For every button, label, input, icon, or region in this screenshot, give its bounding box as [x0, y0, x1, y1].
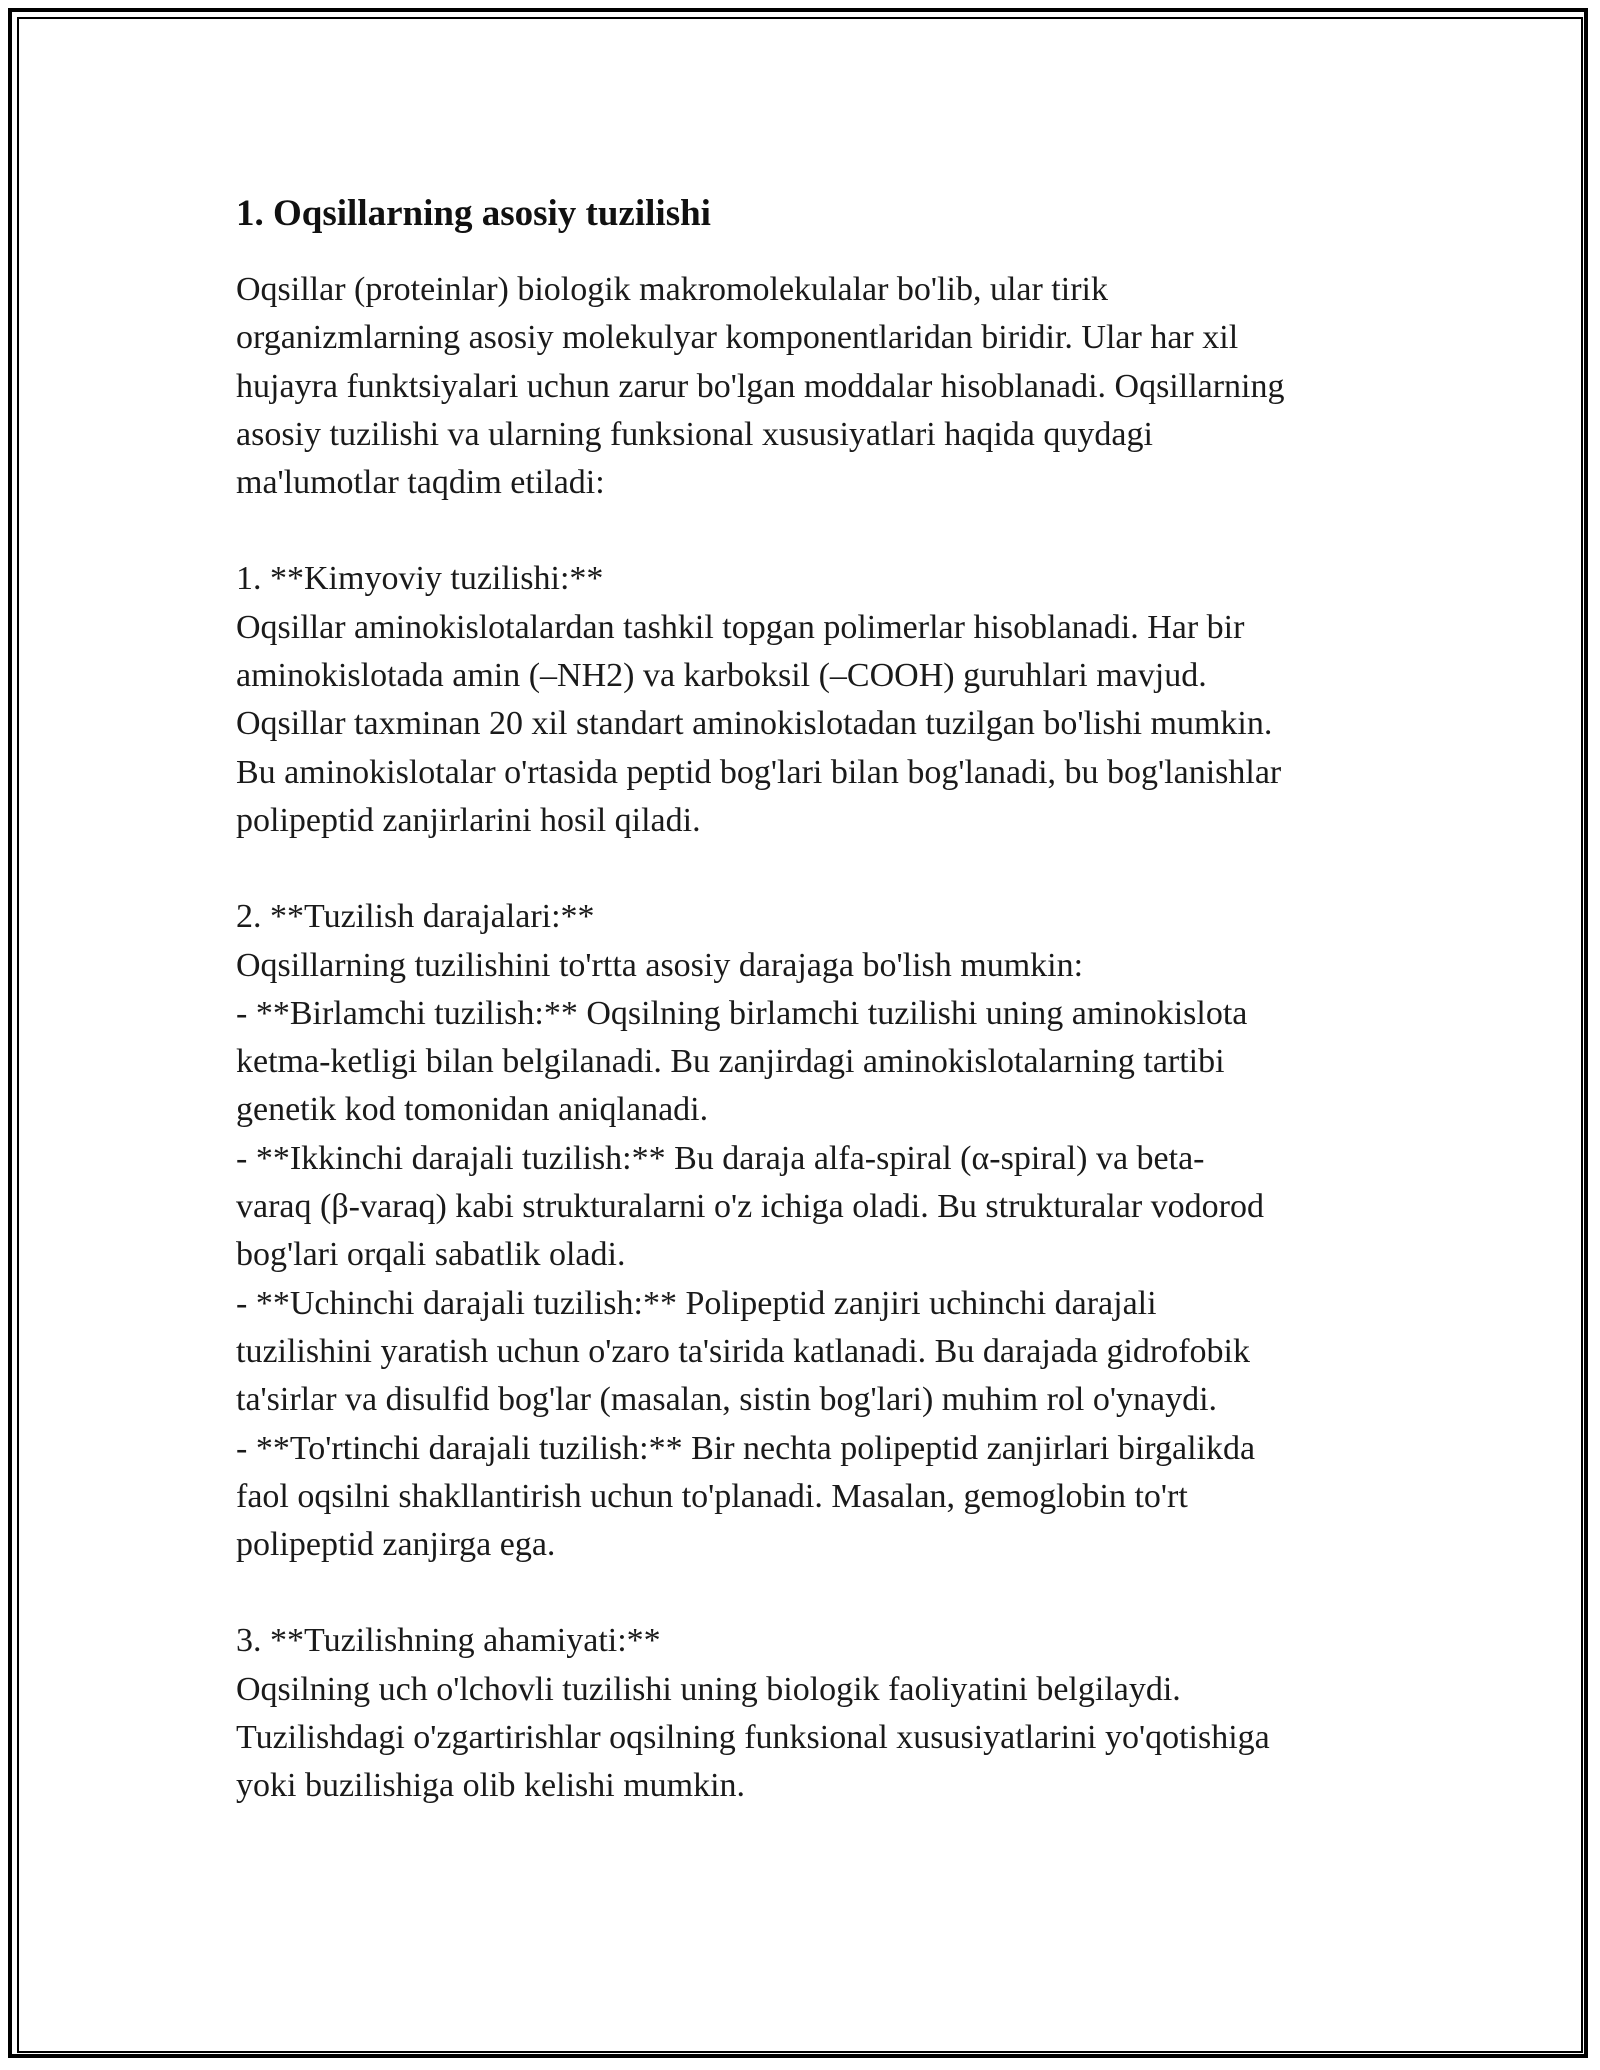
- structure-importance-section: 3. **Tuzilishning ahamiyati:** Oqsilning uch o'lchovli tuzilishi uning biologik faoliyatini belgilaydi. Tuzilishdagi o'zgartirishlar oqsilning funksional xususiyatlarini yo'qotishiga yoki buzilishiga olib kelishi mumkin.: [236, 1622, 1270, 1805]
- document-body: [236, 190, 1396, 1811]
- paragraph-gap: [236, 1569, 1396, 1617]
- paragraph-gap: [236, 845, 1396, 893]
- chemical-structure-section: 1. **Kimyoviy tuzilishi:** Oqsillar aminokislotalardan tashkil topgan polimerlar hisoblanadi. Har bir aminokislotada amin (–NH2) va karboksil (–COOH) guruhlari mavjud. Oqsillar taxminan 20 xil standart aminokislotadan tuzilgan bo'lishi mumkin. Bu aminokislotalar o'rtasida peptid bog'lari bilan bog'lanadi, bu bog'lanishlar polipeptid zanjirlarini hosil qiladi.: [236, 560, 1282, 839]
- structure-levels-section: 2. **Tuzilish darajalari:** Oqsillarning tuzilishini to'rtta asosiy darajaga bo'lish mumkin: - **Birlamchi tuzilish:** Oqsilning birlamchi tuzilishi uning aminokislota ketma-ketligi bilan belgilanadi. Bu zanjirdagi aminokislotalarning tartibi genetik kod tomonidan aniqlanadi. - **Ikkinchi darajali tuzilish:** Bu daraja alfa-spiral (α-spiral) va beta- varaq (β-varaq) kabi strukturalarni o'z ichiga oladi. Bu strukturalar vodorod bog'lari orqali sabatlik oladi. - **Uchinchi darajali tuzilish:** Polipeptid zanjiri uchinchi darajali tuzilishini yaratish uchun o'zaro ta'sirida katlanadi. Bu darajada gidrofobik ta'sirlar va disulfid bog'lar (masalan, sistin bog'lari) muhim rol o'ynaydi. - **To'rtinchi darajali tuzilish:** Bir nechta polipeptid zanjirlari birgalikda faol oqsilni shakllantirish uchun to'planadi. Masalan, gemoglobin to'rt polipeptid zanjirga ega.: [236, 898, 1264, 1564]
- intro-paragraph: Oqsillar (proteinlar) biologik makromolekulalar bo'lib, ular tirik organizmlarning asosiy molekulyar komponentlaridan biridir. Ular har xil hujayra funktsiyalari uchun zarur bo'lgan moddalar hisoblanadi. Oqsillarning asosiy tuzilishi va ularning funksional xususiyatlari haqida quydagi ma'lumotlar taqdim etiladi:: [236, 271, 1285, 502]
- section-heading: 1. Oqsillarning asosiy tuzilishi: [236, 193, 711, 234]
- paragraph-gap: [236, 507, 1396, 555]
